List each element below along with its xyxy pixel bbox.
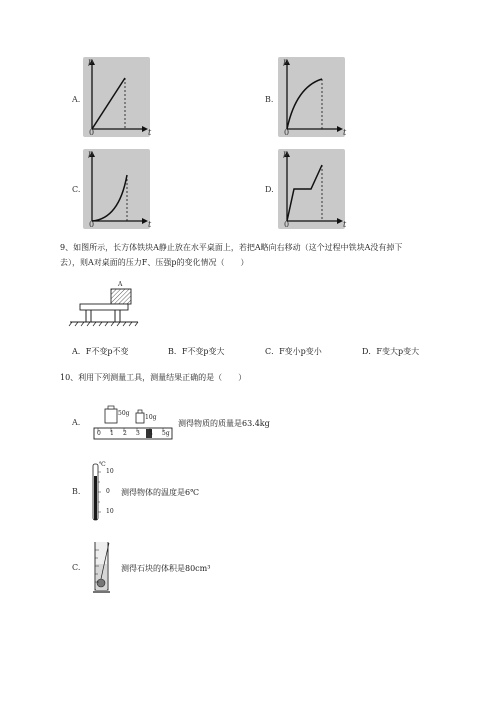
stone xyxy=(97,579,105,587)
graduated-cylinder xyxy=(90,540,116,596)
graph-b-curve xyxy=(287,79,322,129)
thermometer-scale-top: 10 xyxy=(106,468,114,475)
graph-c-curve xyxy=(92,175,127,221)
q10-item-a-label[interactable]: A. xyxy=(72,418,81,427)
mercury-column xyxy=(94,476,97,520)
q10-item-c-result: 测得石块的体积是80cm³ xyxy=(121,564,211,573)
option-d-label: D. xyxy=(265,185,274,194)
graph-c-origin: 0 xyxy=(89,220,95,229)
weight-10g-label: 10g xyxy=(145,414,157,421)
graph-d-x-label: t xyxy=(343,220,347,229)
graph-d-curve xyxy=(287,165,322,221)
weight-10g xyxy=(136,413,144,423)
thermometer xyxy=(90,462,102,522)
ruler-tick-0: 0 xyxy=(97,430,101,437)
option-c-label: C. xyxy=(72,185,81,194)
option-b-label: B. xyxy=(265,95,274,104)
ruler-tick-5: 5g xyxy=(162,430,170,437)
graph-b-x-label: t xyxy=(343,128,347,137)
graph-c xyxy=(83,149,150,229)
graph-a-origin: 0 xyxy=(89,128,95,137)
thermometer-unit: ℃ xyxy=(99,461,106,468)
graph-b-origin: 0 xyxy=(284,128,290,137)
iron-block-a xyxy=(111,289,131,304)
q10-item-c-label[interactable]: C. xyxy=(72,563,81,572)
graph-d-y-label: p xyxy=(283,149,289,158)
graph-b-y-label: p xyxy=(283,57,289,66)
q10-item-b-label[interactable]: B. xyxy=(72,487,81,496)
graph-c-y-label: p xyxy=(88,149,94,158)
q9-choice-a[interactable]: A．F不变p不变 xyxy=(72,347,129,356)
q9-choice-c[interactable]: C．F变小p变小 xyxy=(265,347,322,356)
weight-50g-label: 50g xyxy=(118,410,130,417)
weight-50g xyxy=(105,409,117,423)
question-9-line1: 9、如图所示，长方体铁块A静止放在水平桌面上，若把A略向右移动（这个过程中铁块A没有掉下 xyxy=(60,243,403,252)
graph-a-curve xyxy=(92,78,125,129)
graph-d xyxy=(278,149,345,229)
q10-item-a-result: 测得物质的质量是63.4kg xyxy=(178,419,270,428)
q9-figure xyxy=(68,282,148,330)
thermometer-scale-bottom: 10 xyxy=(106,508,114,515)
graph-b xyxy=(278,57,345,137)
q10-item-b-result: 测得物体的温度是6℃ xyxy=(121,488,200,497)
graph-d-origin: 0 xyxy=(284,220,290,229)
option-a-label: A. xyxy=(72,95,81,104)
q9-choice-d[interactable]: D．F变大p变大 xyxy=(362,347,420,356)
graph-c-x-label: t xyxy=(148,220,152,229)
scale-ruler xyxy=(94,428,172,439)
q9-choice-b[interactable]: B．F不变p变大 xyxy=(168,347,225,356)
graph-a xyxy=(83,57,150,137)
ruler-tick-2: 2 xyxy=(123,430,127,437)
ruler-tick-4: 4 xyxy=(149,430,153,437)
table-top xyxy=(80,304,128,310)
graph-a-x-label: t xyxy=(148,128,152,137)
ruler-tick-3: 3 xyxy=(136,430,140,437)
graph-a-y-label: p xyxy=(88,57,94,66)
block-a-label: A xyxy=(118,281,123,288)
question-10: 10、利用下列测量工具，测量结果正确的是（ ） xyxy=(60,373,247,382)
question-9-line2: 去），则A对桌面的压力F、压强p的变化情况（ ） xyxy=(60,258,249,267)
thermometer-scale-zero: 0 xyxy=(106,488,110,495)
ruler-tick-1: 1 xyxy=(110,430,114,437)
question-9 xyxy=(60,240,480,270)
